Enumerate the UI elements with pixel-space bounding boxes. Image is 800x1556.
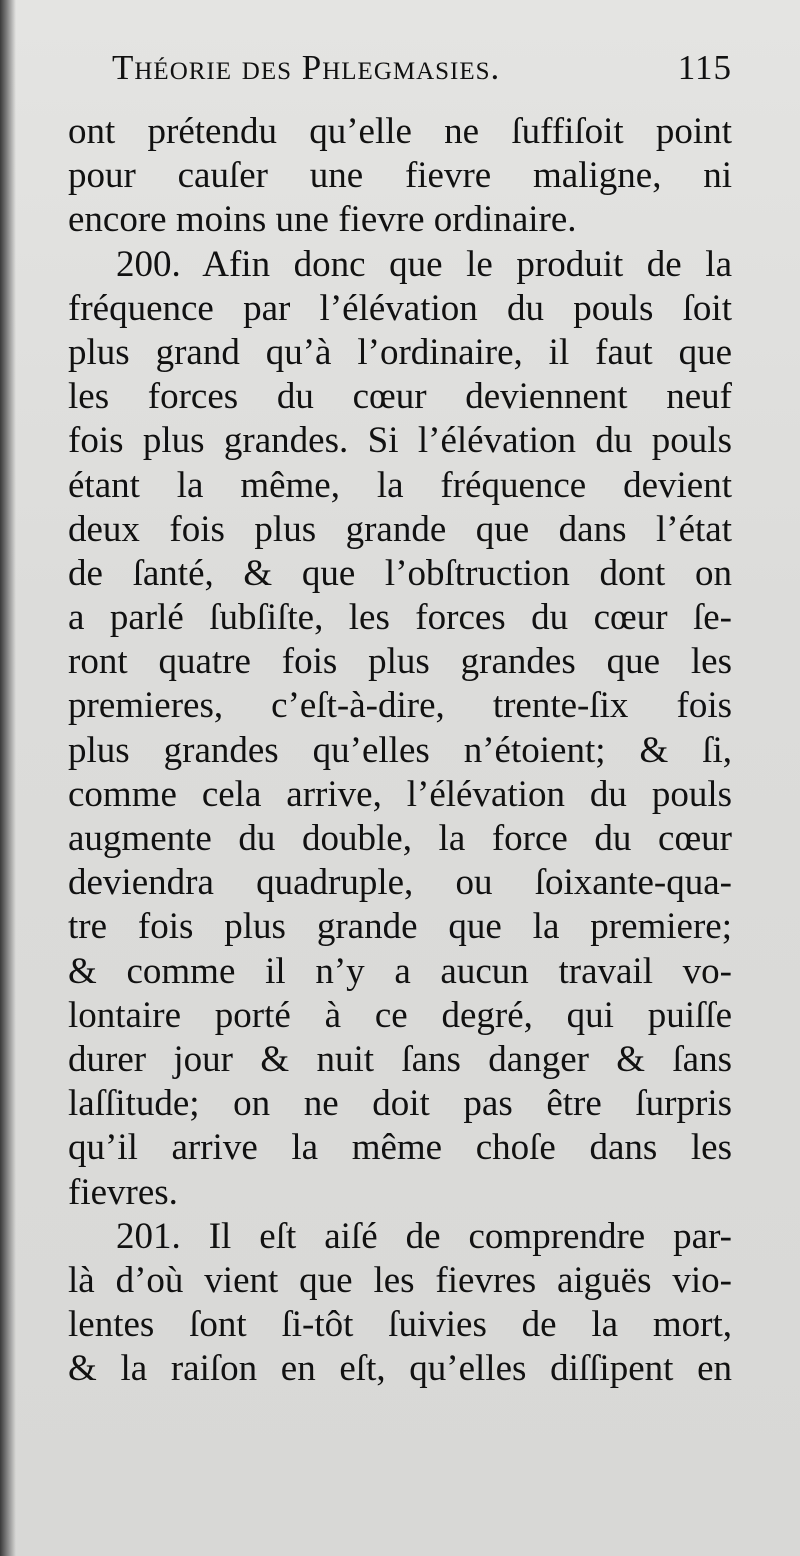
text-line: comme cela arrive, l’élévation du pouls: [68, 773, 732, 815]
page-number: 115: [677, 48, 732, 87]
text-line: & la raiſon en eſt, qu’elles diſſipent en: [68, 1348, 732, 1390]
text-line: premieres, c’eſt-à-dire, trente-ſix fois: [68, 685, 732, 727]
text-line: fréquence par l’élévation du pouls ſoit: [68, 287, 732, 329]
running-title: Théorie des Phlegmasies.: [112, 48, 501, 87]
text-line: de ſanté, & que l’obſtruction dont on: [68, 552, 732, 594]
text-line: ont prétendu qu’elle ne ſuffiſoit point: [68, 111, 732, 152]
text-line: encore moins une fievre ordinaire.: [68, 199, 577, 241]
text-line: lontaire porté à ce degré, qui puiſſe: [68, 994, 732, 1036]
text-line: fievres.: [68, 1171, 178, 1213]
text-line: étant la même, la fréquence devient: [68, 464, 732, 506]
text-line: là d’où vient que les fievres aiguës vio-: [68, 1259, 732, 1301]
text-line: plus grandes qu’elles n’étoient; & ſi,: [68, 729, 732, 771]
text-line: les forces du cœur deviennent neuf: [68, 376, 732, 418]
text-line: 201. Il eſt aiſé de comprendre par-: [116, 1215, 732, 1257]
text-line: laſſitude; on ne doit pas être ſurpris: [68, 1083, 732, 1125]
text-line: & comme il n’y a aucun travail vo-: [68, 950, 732, 992]
text-line: deviendra quadruple, ou ſoixante-qua-: [68, 862, 732, 904]
text-line: pour cauſer une fievre maligne, ni: [68, 155, 732, 197]
page-header: [112, 48, 732, 98]
text-line: tre fois plus grande que la premiere;: [68, 906, 732, 948]
text-line: durer jour & nuit ſans danger & ſans: [68, 1038, 732, 1080]
text-line: a parlé ſubſiſte, les forces du cœur ſe-: [68, 597, 732, 639]
text-line: ront quatre fois plus grandes que les: [68, 641, 732, 683]
text-line: fois plus grandes. Si l’élévation du pouls: [68, 420, 732, 462]
text-line: plus grand qu’à l’ordinaire, il faut que: [68, 331, 732, 373]
text-line: qu’il arrive la même choſe dans les: [68, 1127, 732, 1169]
text-line: 200. Afin donc que le produit de la: [116, 243, 732, 285]
text-line: lentes ſont ſi-tôt ſuivies de la mort,: [68, 1304, 732, 1346]
body-text: [68, 110, 732, 1391]
text-line: deux fois plus grande que dans l’état: [68, 508, 732, 550]
text-line: augmente du double, la force du cœur: [68, 818, 732, 859]
